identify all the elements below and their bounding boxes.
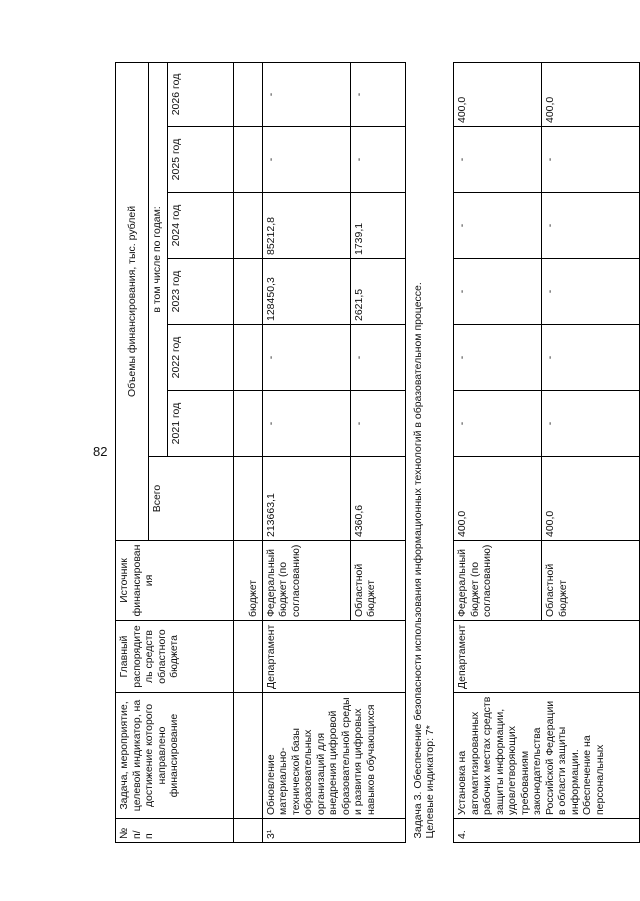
row-num: 4.: [454, 819, 640, 843]
row-year-value: 1739,1: [350, 193, 405, 259]
header-year: 2021 год: [168, 391, 234, 457]
row-year-value: -: [262, 325, 350, 391]
header-year: 2022 год: [168, 325, 234, 391]
task-indicator: Целевые индикатор: 7*: [424, 725, 437, 839]
row-manager: Департамент: [454, 621, 640, 693]
row-year-value: -: [542, 391, 640, 457]
row-source: Областной бюджет: [542, 541, 640, 621]
header-by-years: в том числе по годам:: [148, 62, 167, 456]
row-year-value: 400,0: [542, 62, 640, 126]
row-total: 213663,1: [262, 457, 350, 541]
continuation-source: бюджет: [234, 541, 263, 621]
row-source: Федеральный бюджет (по согласованию): [454, 541, 542, 621]
financing-table: [115, 62, 640, 843]
row-year-value: -: [454, 193, 542, 259]
row-num: 3¹: [262, 819, 405, 843]
row-year-value: -: [454, 325, 542, 391]
row-year-value: -: [350, 62, 405, 126]
table-row: [454, 62, 542, 842]
row-year-value: -: [542, 193, 640, 259]
header-year: 2026 год: [168, 62, 234, 126]
row-year-value: 400,0: [454, 62, 542, 126]
task-row: [405, 62, 453, 842]
row-year-value: -: [262, 62, 350, 126]
row-total: 400,0: [542, 457, 640, 541]
header-source: Источник финансирования: [116, 541, 234, 621]
header-manager: Главный распорядитель средств областного бюджета: [116, 621, 234, 693]
page-number: 82: [93, 444, 108, 459]
row-year-value: -: [262, 391, 350, 457]
header-year: 2023 год: [168, 259, 234, 325]
row-year-value: -: [454, 127, 542, 193]
row-year-value: -: [542, 325, 640, 391]
row-year-value: -: [542, 259, 640, 325]
row-year-value: -: [350, 127, 405, 193]
row-source: Федеральный бюджет (по согласованию): [262, 541, 350, 621]
task-heading: [405, 62, 453, 842]
row-source: Областной бюджет: [350, 541, 405, 621]
header-task: Задача, мероприятие, целевой индикатор, на достижение которого направлено финансирование: [116, 693, 234, 819]
header-volumes: Объемы финансирования, тыс. рублей: [116, 62, 149, 540]
row-total: 400,0: [454, 457, 542, 541]
row-year-value: -: [262, 127, 350, 193]
row-name: Установка на автоматизированных рабочих местах средств защиты информации, удовлетворяющих требованиям законодательства Российской Федерации в области защиты информации. Обеспечение на персональных: [454, 693, 640, 819]
header-total: Всего: [148, 457, 233, 541]
row-year-value: -: [350, 391, 405, 457]
row-year-value: 128450,3: [262, 259, 350, 325]
row-year-value: 85212,8: [262, 193, 350, 259]
row-year-value: -: [454, 259, 542, 325]
table-row: [262, 62, 350, 842]
header-year: 2025 год: [168, 127, 234, 193]
rotated-table-container: [115, 63, 640, 843]
header-year: 2024 год: [168, 193, 234, 259]
row-name: Обновление материально-технической базы образовательных организаций для внедрения цифровой образовательной среды и развития цифровых навыков обучающихся: [262, 693, 405, 819]
row-total: 4360,6: [350, 457, 405, 541]
row-year-value: -: [454, 391, 542, 457]
row-year-value: -: [542, 127, 640, 193]
row-manager: Департамент: [262, 621, 405, 693]
row-year-value: -: [350, 325, 405, 391]
header-num: № п/ п: [116, 819, 234, 843]
task-text: Задача 3. Обеспечение безопасности использования информационных технологий в образовательном процессе.: [411, 282, 424, 839]
continuation-row: [234, 62, 263, 842]
row-year-value: 2621,5: [350, 259, 405, 325]
